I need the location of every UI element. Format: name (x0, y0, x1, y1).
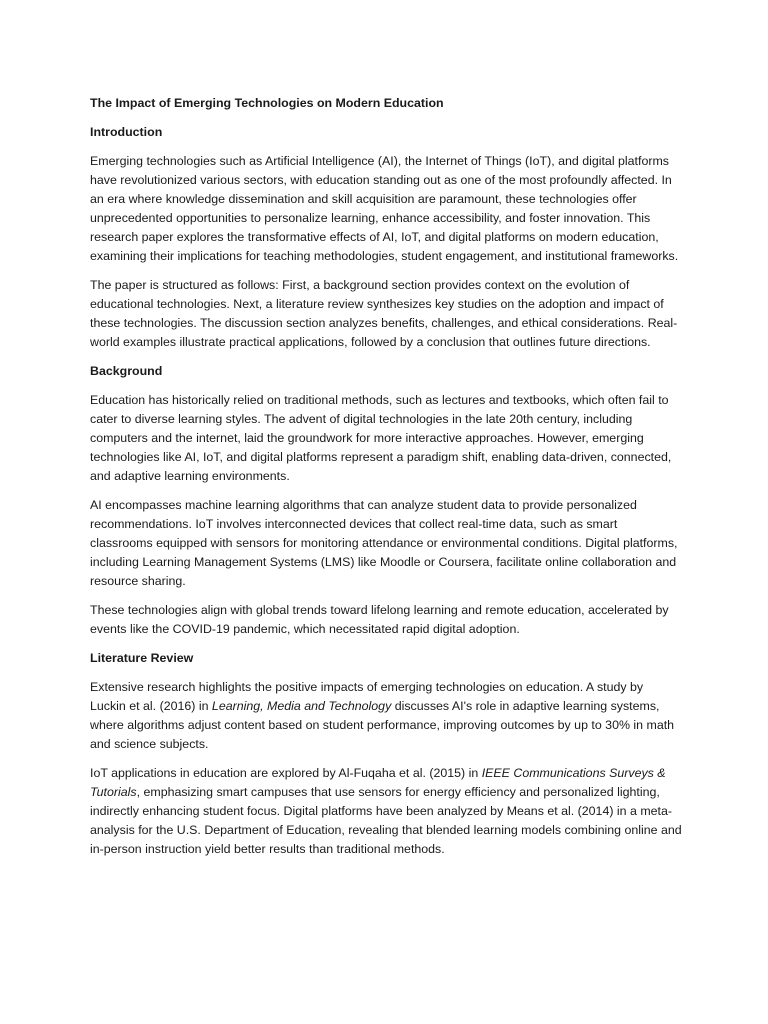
document-page (90, 94, 682, 869)
lr-p2-text-b: , emphasizing smart campuses that use sensors for energy efficiency and personalized lighting, indirectly enhancing student focus. Digital platforms have been analyzed by Means et al. (2014) in a meta-analysis for the U.S. Department of Education, revealing that blended learning models combining online and in-person instruction yield better results than traditional methods. (90, 785, 682, 856)
literature-review-heading: Literature Review (90, 651, 194, 665)
background-paragraph-2: AI encompasses machine learning algorithms that can analyze student data to provide personalized recommendations. IoT involves interconnected devices that collect real-time data, such as smart classrooms equipped with sensors for monitoring attendance or environmental conditions. Digital platforms, including Learning Management Systems (LMS) like Moodle or Coursera, facilitate online collaboration and resource sharing. (90, 498, 678, 588)
introduction-paragraph-1: Emerging technologies such as Artificial Intelligence (AI), the Internet of Things (IoT), and digital platforms have revolutionized various sectors, with education standing out as one of the most profoundly affected. In an era where knowledge dissemination and skill acquisition are paramount, these technologies offer unprecedented opportunities to personalize learning, enhance accessibility, and foster innovation. This research paper explores the transformative effects of AI, IoT, and digital platforms on modern education, examining their implications for teaching methodologies, student engagement, and institutional frameworks. (90, 154, 679, 263)
literature-review-paragraph-1 (90, 678, 682, 754)
lr-p1-text-a: Extensive research highlights the positive impacts of emerging technologies on education. A study by Luckin et al. (2016) in (90, 680, 644, 713)
lr-p1-journal-title: Learning, Media and Technology (211, 699, 392, 713)
lr-p2-journal-title: IEEE Communications Surveys & Tutorials (90, 766, 666, 799)
background-heading: Background (90, 364, 163, 378)
document-title: The Impact of Emerging Technologies on Modern Education (90, 96, 444, 110)
lr-p2-text-a: IoT applications in education are explored by Al-Fuqaha et al. (2015) in (90, 766, 482, 780)
background-paragraph-1: Education has historically relied on traditional methods, such as lectures and textbooks, which often fail to cater to diverse learning styles. The advent of digital technologies in the late 20th century, including computers and the internet, laid the groundwork for more interactive approaches. However, emerging technologies like AI, IoT, and digital platforms represent a paradigm shift, enabling data-driven, connected, and adaptive learning environments. (90, 393, 672, 483)
background-paragraph-3: These technologies align with global trends toward lifelong learning and remote education, accelerated by events like the COVID-19 pandemic, which necessitated rapid digital adoption. (90, 603, 669, 636)
introduction-paragraph-2: The paper is structured as follows: First, a background section provides context on the evolution of educational technologies. Next, a literature review synthesizes key studies on the adoption and impact of these technologies. The discussion section analyzes benefits, challenges, and ethical considerations. Real-world examples illustrate practical applications, followed by a conclusion that outlines future directions. (90, 278, 678, 349)
lr-p1-text-b: discusses AI's role in adaptive learning systems, where algorithms adjust content based on student performance, improving outcomes by up to 30% in math and science subjects. (90, 699, 675, 751)
literature-review-paragraph-2 (90, 764, 682, 859)
introduction-heading: Introduction (90, 125, 163, 139)
